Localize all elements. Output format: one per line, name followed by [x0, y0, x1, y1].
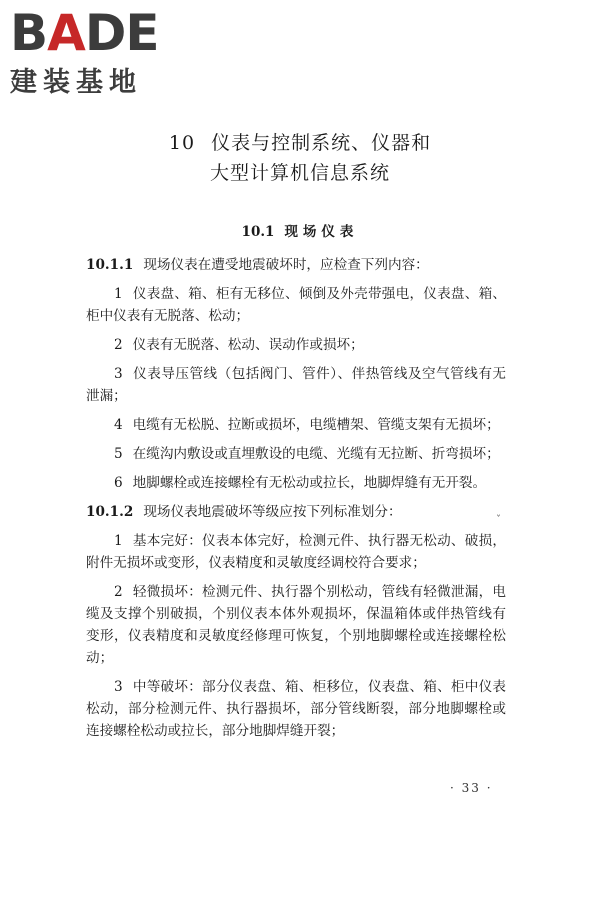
logo-letters-de: DE	[84, 4, 159, 62]
list-item	[86, 472, 506, 494]
paragraph-text: 基本完好：仪表本体完好，检测元件、执行器无松动、破损，附件无损坏或变形，仪表精度和灵敏度经调校符合要求；	[86, 533, 506, 571]
paragraph-text: 现场仪表在遭受地震破坏时，应检查下列内容：	[143, 257, 429, 273]
section-title: 现场仪表	[284, 224, 359, 240]
item-number: 2	[114, 337, 123, 353]
document-body	[86, 254, 506, 749]
paragraph-text: 现场仪表地震破坏等级应按下列标准划分：	[143, 504, 402, 520]
section-number: 10.1	[241, 224, 275, 240]
item-number: 4	[114, 417, 123, 433]
clause-paragraph	[86, 254, 506, 276]
logo-letter-a: A	[47, 4, 85, 62]
logo-subtitle: 建装基地	[10, 67, 142, 98]
item-number: 1	[114, 286, 123, 302]
logo	[10, 4, 180, 98]
stray-mark: ˇ	[496, 515, 501, 526]
chapter-title-text1: 仪表与控制系统、仪器和	[211, 132, 432, 154]
paragraph-text: 仪表有无脱落、松动、误动作或损坏；	[132, 337, 364, 353]
item-number: 3	[114, 366, 123, 382]
paragraph-text: 仪表盘、箱、柜有无移位、倾倒及外壳带强电，仪表盘、箱、柜中仪表有无脱落、松动；	[86, 286, 506, 324]
logo-letter-b: B	[10, 4, 48, 62]
paragraph-text: 电缆有无松脱、拉断或损坏，电缆槽架、管缆支架有无损坏；	[132, 417, 500, 433]
list-item	[86, 676, 506, 742]
item-number: 3	[114, 679, 123, 695]
list-item	[86, 443, 506, 465]
list-item	[86, 334, 506, 356]
chapter-heading	[0, 128, 600, 188]
paragraph-text: 中等破坏：部分仪表盘、箱、柜移位，仪表盘、箱、柜中仪表松动，部分检测元件、执行器损坏，部分管线断裂，部分地脚螺栓或连接螺栓松动或拉长，部分地脚焊缝开裂；	[86, 679, 506, 739]
logo-mark	[10, 4, 180, 62]
paragraph-text: 仪表导压管线（包括阀门、管件）、伴热管线及空气管线有无泄漏；	[86, 366, 506, 404]
item-number: 2	[114, 584, 123, 600]
list-item	[86, 581, 506, 669]
clause-number: 10.1.1	[86, 257, 134, 273]
paragraph-text: 在缆沟内敷设或直埋敷设的电缆、光缆有无拉断、折弯损坏；	[132, 446, 500, 462]
list-item	[86, 363, 506, 407]
clause-number: 10.1.2	[86, 504, 134, 520]
list-item	[86, 283, 506, 327]
page-number: · 33 ·	[450, 781, 493, 795]
item-number: 5	[114, 446, 123, 462]
chapter-title-line1	[0, 128, 600, 158]
chapter-title-line2: 大型计算机信息系统	[209, 162, 390, 184]
item-number: 1	[114, 533, 123, 549]
chapter-number: 10	[168, 132, 196, 154]
paragraph-text: 地脚螺栓或连接螺栓有无松动或拉长，地脚焊缝有无开裂。	[132, 475, 487, 491]
list-item	[86, 414, 506, 436]
list-item	[86, 530, 506, 574]
item-number: 6	[114, 475, 123, 491]
paragraph-text: 轻微损坏：检测元件、执行器个别松动，管线有轻微泄漏，电缆及支撑个别破损，个别仪表本体外观损坏，保温箱体或伴热管线有变形，仪表精度和灵敏度经修理可恢复，个别地脚螺栓或连接螺栓松动；	[86, 584, 506, 666]
clause-paragraph	[86, 501, 506, 523]
section-heading	[0, 220, 600, 240]
